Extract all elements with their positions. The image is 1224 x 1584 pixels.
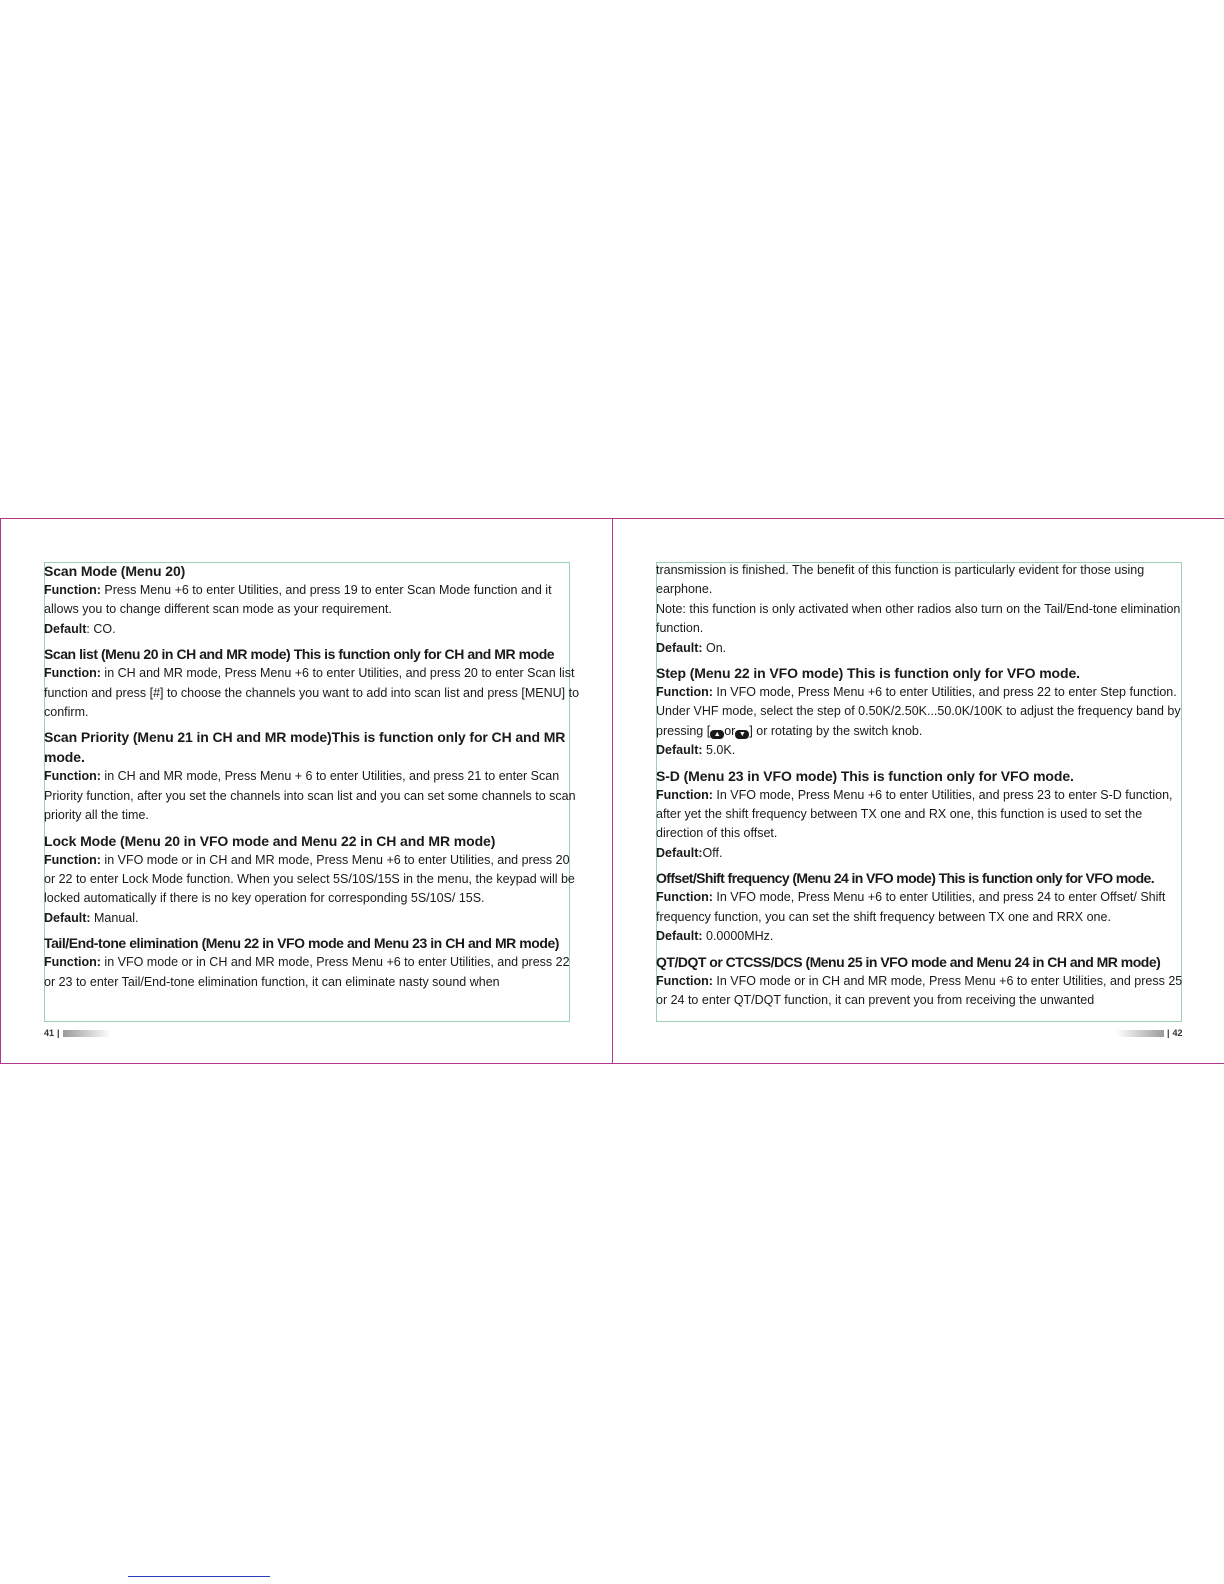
function-text: in VFO mode or in CH and MR mode, Press Menu +6 to enter Utilities, and press 20 or 22 to enter Lock Mode function. When you select 5S/10S/15S in the menu, the keypad will be locked automatically if there is no key operation for corresponding 5S/10S/ 15S. [44, 852, 575, 906]
section-qt-dqt [656, 952, 1184, 1011]
left-page-text [44, 561, 584, 992]
function-text: in VFO mode or in CH and MR mode, Press Menu +6 to enter Utilities, and press 22 or 23 to enter Tail/End-tone elimination function, it can eliminate nasty sound when [44, 955, 570, 989]
section-heading: Step (Menu 22 in VFO mode) This is function only for VFO mode. [656, 665, 1080, 682]
section-heading: Tail/End-tone elimination (Menu 22 in VFO mode and Menu 23 in CH and MR mode) [44, 935, 560, 952]
section-heading: Scan Mode (Menu 20) [44, 563, 186, 579]
section-offset-shift [656, 868, 1184, 946]
page-number-text: 41 [44, 1028, 55, 1038]
default-text: On. [702, 640, 727, 655]
function-label: Function: [44, 769, 101, 784]
continuation-paragraph: transmission is finished. The benefit of this function is particularly evident for those using earphone. [656, 563, 1145, 597]
section-heading: Scan Priority (Menu 21 in CH and MR mode)This is function only for CH and MR mode. [44, 729, 566, 766]
function-label: Function: [656, 890, 713, 905]
section-s-d [656, 766, 1184, 864]
default-label: Default: [656, 743, 703, 758]
down-arrow-key-icon: ▼ [735, 730, 749, 739]
default-label: Default: [44, 910, 91, 925]
section-scan-priority [44, 727, 584, 825]
page-fold [612, 519, 613, 1063]
function-paragraph [656, 972, 1184, 1011]
default-text: Manual. [90, 910, 139, 925]
function-label: Function: [656, 787, 713, 802]
function-label: Function: [44, 955, 101, 970]
page-number-right [1116, 1028, 1183, 1038]
page-number-text: 42 [1172, 1028, 1183, 1038]
default-paragraph [44, 909, 584, 928]
default-label: Default: [656, 640, 703, 655]
function-text: In VFO mode or in CH and MR mode, Press Menu +6 to enter Utilities, and press 25 or 24 to enter QT/DQT function, it can prevent you from receiving the unwanted [656, 973, 1183, 1007]
function-paragraph [44, 767, 584, 825]
function-text-end: ] or rotating by the switch knob. [749, 723, 923, 738]
section-heading: S-D (Menu 23 in VFO mode) This is function only for VFO mode. [656, 767, 1074, 784]
function-text: in CH and MR mode, Press Menu + 6 to enter Utilities, and press 21 to enter Scan Priority function, after you set the channels into scan list and you can set some channels to scan priority all the time. [44, 769, 576, 823]
book-spread [0, 518, 1224, 1064]
page-number-left [44, 1028, 111, 1038]
default-text: 0.0000MHz. [702, 929, 774, 944]
section-step [656, 663, 1184, 761]
default-text: 5.0K. [702, 743, 736, 758]
function-label: Function: [656, 685, 713, 700]
default-paragraph [656, 639, 1184, 658]
note-paragraph: Note: this function is only activated when other radios also turn on the Tail/End-tone elimination function. [656, 601, 1181, 636]
function-text: in CH and MR mode, Press Menu +6 to enter Utilities, and press 20 to enter Scan list function and press [#] to choose the channels you want to add into scan list and press [MENU] to confirm. [44, 666, 580, 720]
up-arrow-key-icon: ▲ [710, 730, 724, 739]
or-text: or [724, 723, 736, 738]
folio-separator: | [1167, 1028, 1170, 1038]
function-text: In VFO mode, Press Menu +6 to enter Utilities, and press 23 to enter S-D function, after yet the shift frequency between TX one and RX one, this function is used to set the direction of this offset. [656, 787, 1173, 841]
default-paragraph [656, 844, 1184, 863]
function-text: Press Menu +6 to enter Utilities, and press 19 to enter Scan Mode function and it allows you to change different scan mode as your requirement. [44, 583, 552, 617]
function-paragraph [44, 664, 584, 722]
function-paragraph [656, 888, 1184, 927]
default-paragraph [656, 741, 1184, 760]
section-tail-end-tone [44, 933, 584, 992]
section-heading: Lock Mode (Menu 20 in VFO mode and Menu 22 in CH and MR mode) [44, 832, 496, 849]
default-label: Default: [656, 845, 703, 860]
right-page-text [656, 561, 1184, 1010]
function-text: In VFO mode, Press Menu +6 to enter Utilities, and press 24 to enter Offset/ Shift frequency function, you can set the shift frequency between TX one and RRX one. [656, 890, 1166, 924]
default-text: Off. [702, 845, 723, 860]
function-paragraph [44, 953, 584, 992]
function-paragraph [656, 786, 1184, 844]
section-heading: Offset/Shift frequency (Menu 24 in VFO mode) This is function only for VFO mode. [656, 870, 1155, 887]
section-lock-mode [44, 831, 584, 929]
section-heading: Scan list (Menu 20 in CH and MR mode) This is function only for CH and MR mode [44, 646, 555, 663]
folio-separator: | [57, 1028, 60, 1038]
default-paragraph [44, 620, 584, 639]
section-scan-mode [44, 561, 584, 639]
section-tail-end-tone-continued [656, 561, 1184, 658]
section-scan-list [44, 644, 584, 722]
bottom-underline-mark [128, 1576, 270, 1577]
default-paragraph [656, 927, 1184, 946]
page-edge-left [0, 519, 1, 1063]
section-heading: QT/DQT or CTCSS/DCS (Menu 25 in VFO mode and Menu 24 in CH and MR mode) [656, 953, 1161, 970]
folio-gradient-bar [63, 1030, 111, 1037]
default-label: Default: [656, 929, 703, 944]
default-text: : CO. [86, 621, 116, 636]
function-label: Function: [44, 666, 101, 681]
function-label: Function: [44, 583, 101, 597]
function-paragraph [656, 683, 1184, 741]
function-text: In VFO mode, Press Menu +6 to enter Utilities, and press 22 to enter Step function. Under VHF mode, select the step of 0.50K/2.50K...50.0K/100K to adjust the frequency band by pressing [ [656, 685, 1181, 738]
folio-gradient-bar [1116, 1030, 1164, 1037]
function-label: Function: [44, 852, 101, 867]
default-label: Default [44, 621, 87, 636]
function-paragraph [44, 851, 584, 909]
function-paragraph [44, 581, 584, 620]
function-label: Function: [656, 973, 713, 988]
